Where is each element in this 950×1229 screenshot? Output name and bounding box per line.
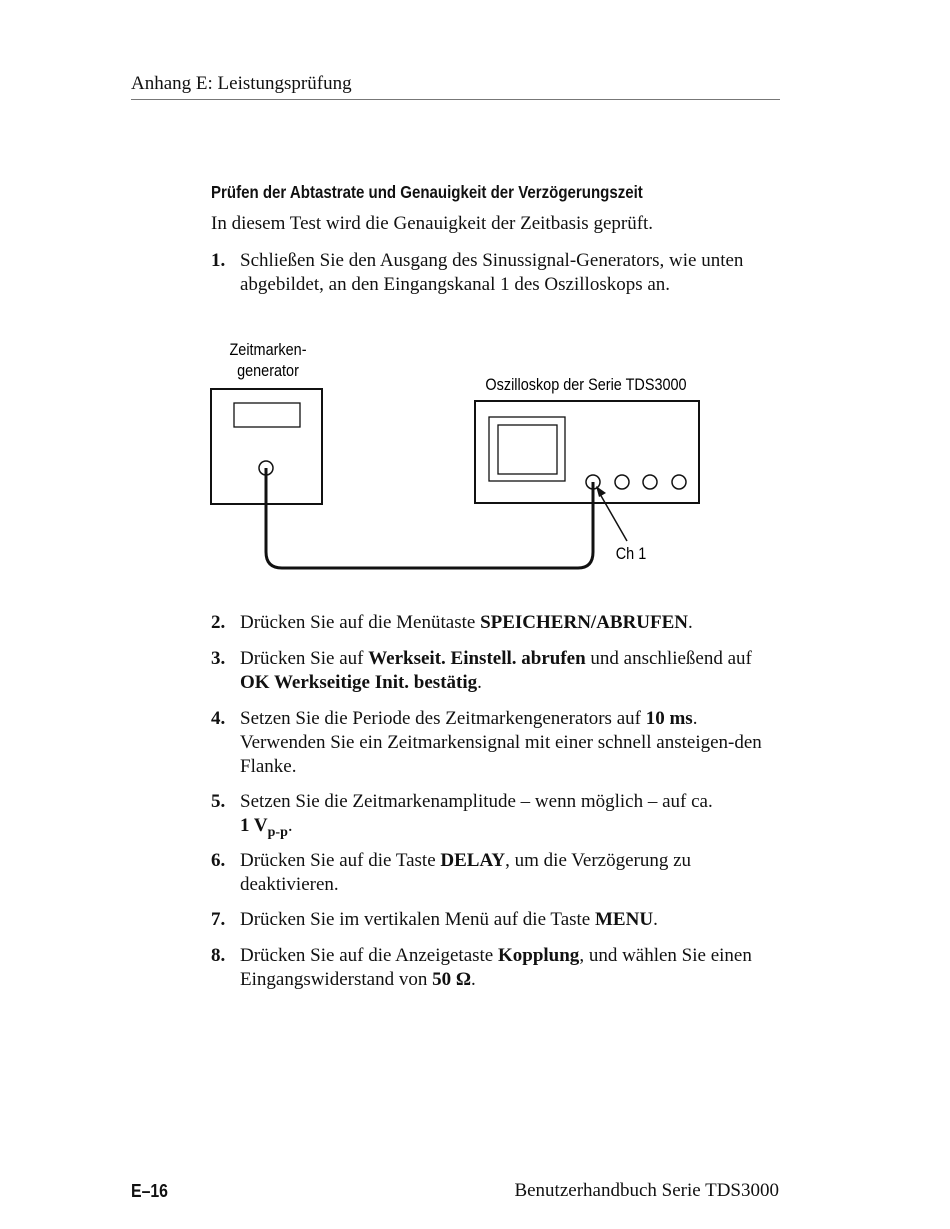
step-text-end: .	[287, 815, 293, 836]
ch3-connector	[643, 475, 657, 489]
section-title: Prüfen der Abtastrate und Genauigkeit der Verzögerungszeit	[211, 182, 643, 202]
generator-label-line1: Zeitmarken-	[229, 340, 307, 360]
step-text-end: . Verwenden Sie ein Zeitmarkensignal mit einer schnell ansteigen-den Flanke.	[240, 708, 762, 777]
step-text: Drücken Sie auf die Anzeigetaste	[240, 945, 498, 966]
oscilloscope-box	[475, 401, 699, 503]
page-header: Anhang E: Leistungsprüfung	[131, 73, 352, 94]
step-5	[211, 790, 771, 840]
step-2	[211, 611, 771, 635]
menu-key-name: SPEICHERN/ABRUFEN	[480, 612, 689, 633]
key-name: MENU	[595, 909, 654, 930]
section-intro: In diesem Test wird die Genauigkeit der Zeitbasis geprüft.	[211, 213, 654, 234]
step-4	[211, 707, 771, 779]
step-text: Drücken Sie im vertikalen Menü auf die Taste	[240, 909, 595, 930]
ch2-connector	[615, 475, 629, 489]
step-text: Drücken Sie auf	[240, 648, 369, 669]
step-text-mid: und anschließend auf	[585, 648, 752, 669]
step-text: Drücken Sie auf die Taste	[240, 850, 441, 871]
step-text: Setzen Sie die Periode des Zeitmarkengenerators auf	[240, 708, 646, 729]
page-number: E–16	[131, 1181, 169, 1201]
setting-unit-subscript: p-p	[267, 825, 288, 840]
key-name: DELAY	[440, 850, 506, 871]
ch1-pointer-arrowhead	[596, 486, 606, 497]
step-number: 6.	[211, 850, 226, 871]
ch4-connector	[672, 475, 686, 489]
setting-value: 1 V	[240, 815, 268, 836]
step-text-mid: , und wählen Sie einen Eingangswiderstand von	[240, 945, 752, 990]
step-number: 2.	[211, 612, 226, 633]
signal-cable	[266, 468, 593, 568]
step-text: Setzen Sie die Zeitmarkenamplitude – wenn möglich – auf ca.	[240, 791, 713, 812]
step-text-end: .	[477, 672, 482, 693]
key-name: Kopplung	[497, 945, 580, 966]
step-number: 7.	[211, 909, 226, 930]
generator-label-line2: generator	[237, 361, 299, 381]
oscilloscope-screen-inner	[498, 425, 557, 474]
step-text-end: .	[653, 909, 658, 930]
step-6	[211, 849, 771, 897]
step-text: Schließen Sie den Ausgang des Sinussignal-Generators, wie unten abgebildet, an den Eingangskanal 1 des Oszilloskops an.	[240, 250, 744, 295]
step-number: 4.	[211, 708, 226, 729]
menu-item-name: OK Werkseitige Init. bestätig	[240, 672, 478, 693]
step-text-end: .	[471, 969, 476, 990]
step-number: 5.	[211, 791, 226, 812]
step-7	[211, 908, 771, 932]
step-text: Drücken Sie auf die Menütaste	[240, 612, 481, 633]
oscilloscope-screen-outer	[489, 417, 565, 481]
step-text-end: , um die Verzögerung zu deaktivieren.	[240, 850, 692, 895]
step-text-end: .	[688, 612, 693, 633]
manual-title: Benutzerhandbuch Serie TDS3000	[514, 1180, 779, 1201]
setting-value: 10 ms	[645, 708, 693, 729]
step-number: 8.	[211, 945, 226, 966]
step-number: 1.	[211, 250, 226, 271]
generator-display	[234, 403, 300, 427]
menu-item-name: Werkseit. Einstell. abrufen	[368, 648, 586, 669]
ch1-pointer-line	[600, 494, 627, 541]
oscilloscope-label: Oszilloskop der Serie TDS3000	[485, 375, 687, 395]
channel-label: Ch 1	[615, 544, 647, 564]
setting-value: 50 Ω	[432, 969, 472, 990]
step-8	[211, 944, 771, 992]
step-3	[211, 647, 771, 695]
step-number: 3.	[211, 648, 226, 669]
